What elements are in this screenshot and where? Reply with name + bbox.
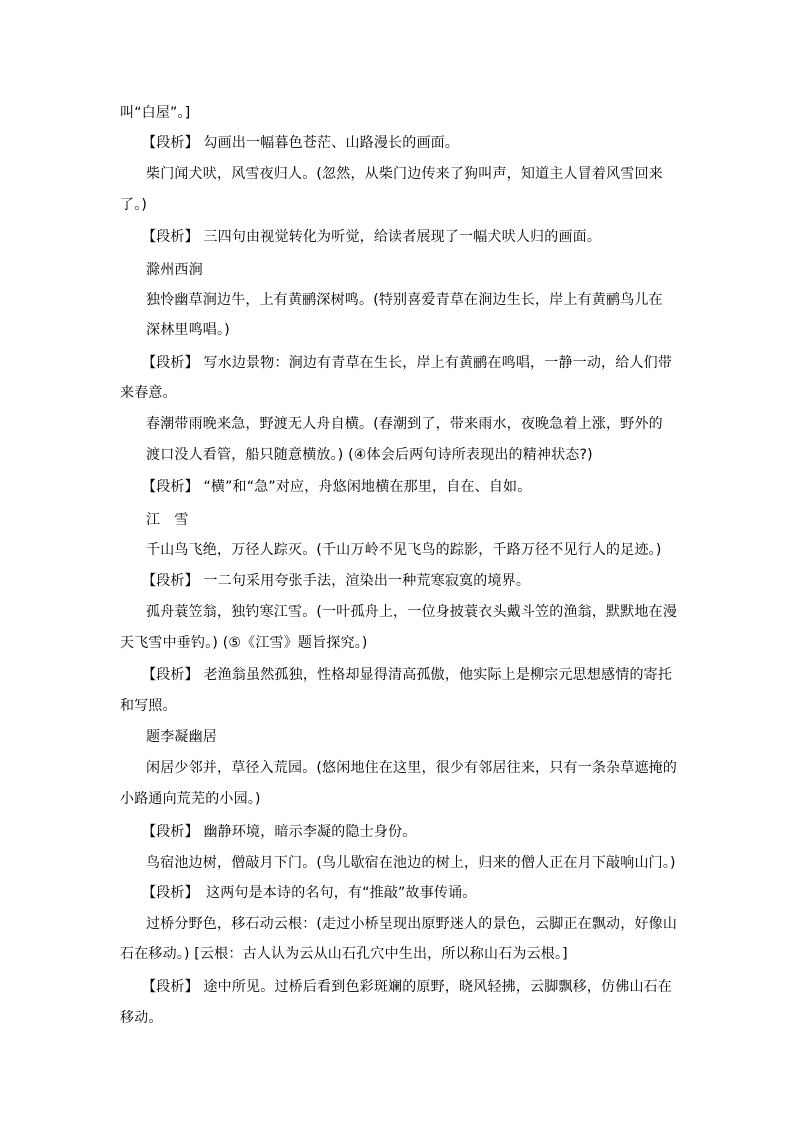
text-line: 了。)	[120, 197, 148, 213]
text-line: 石在移动。) [云根：古人认为云从山石孔穴中生出，所以称山石为云根。]	[120, 946, 568, 962]
text-line: 题李凝幽居	[146, 729, 217, 745]
text-line: 鸟宿池边树，僧敲月下门。(鸟儿歇宿在池边的树上，归来的僧人正在月下敲响山门。)	[146, 855, 676, 871]
text-line: 过桥分野色，移石动云根：(走过小桥呈现出原野迷人的景色，云脚正在飘动，好像山	[146, 916, 678, 932]
text-line: 【段析】 一二句采用夸张手法，渲染出一种荒寒寂寞的境界。	[142, 573, 531, 589]
text-line: 【段析】 老渔翁虽然孤独，性格却显得清高孤傲，他实际上是柳宗元思想感情的寄托	[142, 667, 673, 683]
text-line: 深林里鸣唱。)	[146, 322, 230, 338]
text-line: 【段析】 这两句是本诗的名句，有“推敲”故事传诵。	[142, 885, 477, 901]
text-line: 江 雪	[146, 512, 189, 528]
text-line: 叫“白屋”。]	[120, 105, 191, 121]
text-line: 春潮带雨晚来急，野渡无人舟自横。(春潮到了，带来雨水，夜晚急着上涨，野外的	[146, 416, 663, 432]
text-line: 闲居少邻并，草径入荒园。(悠闲地住在这里，很少有邻居往来，只有一条杂草遮掩的	[146, 760, 678, 776]
text-line: 和写照。	[120, 698, 177, 714]
text-line: 【段析】 途中所见。过桥后看到色彩斑斓的原野，晓风轻拂，云脚飘移，仿佛山石在	[142, 979, 673, 995]
text-line: 【段析】 “横”和“急”对应，舟悠闲地横在那里，自在、自如。	[142, 479, 532, 495]
text-line: 小路通向荒芜的小园。)	[120, 791, 261, 807]
text-line: 孤舟蓑笠翁，独钓寒江雪。(一叶孤舟上，一位身披蓑衣头戴斗笠的渔翁，默默地在漫	[146, 604, 678, 620]
text-line: 渡口没人看管，船只随意横放。) (④体会后两句诗所表现出的精神状态?)	[146, 447, 593, 463]
text-line: 【段析】 勾画出一幅暮色苍茫、山路漫长的画面。	[142, 135, 460, 151]
text-line: 独怜幽草涧边牛，上有黄鹂深树鸣。(特别喜爱青草在涧边生长，岸上有黄鹂鸟儿在	[146, 292, 663, 308]
text-line: 千山鸟飞绝，万径人踪灭。(千山万岭不见飞鸟的踪影，千路万径不见行人的足迹。)	[146, 542, 662, 558]
text-line: 来春意。	[120, 385, 177, 401]
text-line: 天飞雪中垂钓。) (⑤《江雪》题旨探究。)	[120, 635, 368, 651]
text-line: 柴门闻犬吠，风雪夜归人。(忽然，从柴门边传来了狗叫声，知道主人冒着风雪回来	[146, 166, 663, 182]
text-line: 移动。	[120, 1010, 163, 1026]
text-line: 滁州西涧	[146, 262, 203, 278]
text-line: 【段析】 幽静环境，暗示李凝的隐士身份。	[142, 824, 417, 840]
text-line: 【段析】 三四句由视觉转化为听觉，给读者展现了一幅犬吠人归的画面。	[142, 229, 602, 245]
text-line: 【段析】 写水边景物：涧边有青草在生长，岸上有黄鹂在鸣唱，一静一动，给人们带	[142, 355, 673, 371]
